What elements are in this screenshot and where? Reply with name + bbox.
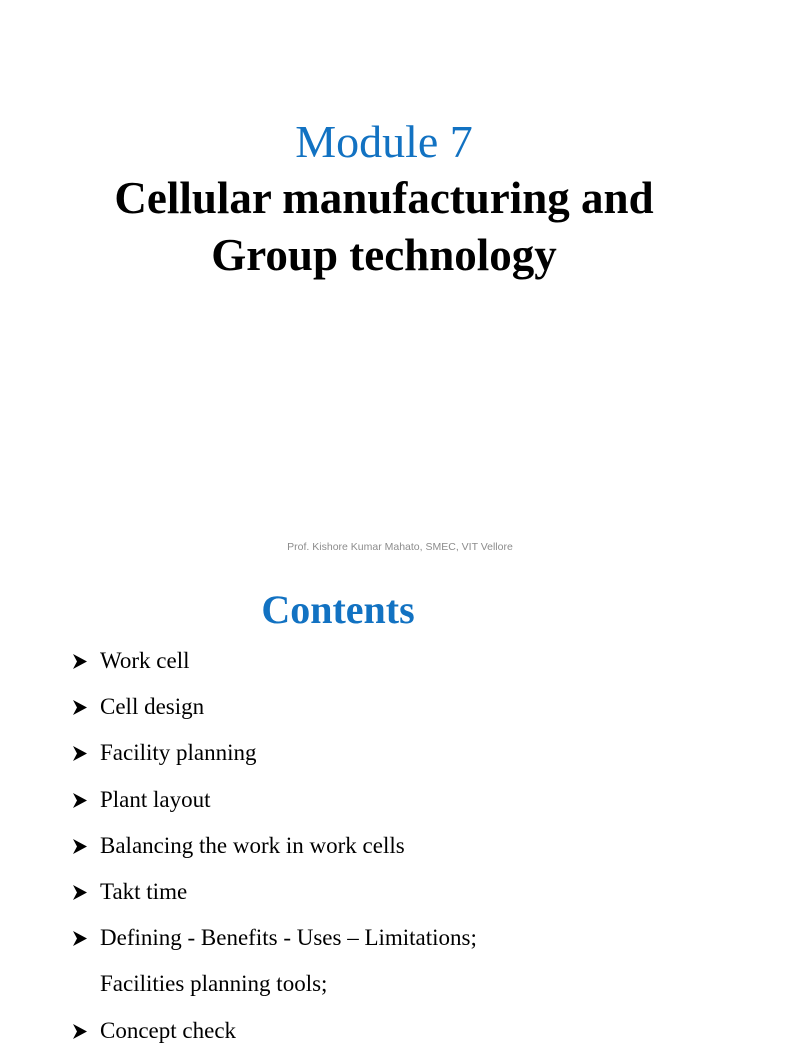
- contents-item: [72, 783, 477, 829]
- contents-item-label: Balancing the work in work cells: [100, 832, 405, 858]
- arrowhead-bullet-icon: [72, 736, 100, 762]
- arrowhead-bullet-icon: [72, 690, 100, 716]
- contents-slide: [0, 570, 768, 1043]
- contents-item: [72, 644, 477, 690]
- arrowhead-bullet-icon: [72, 921, 100, 947]
- arrowhead-bullet-icon: [72, 783, 100, 809]
- contents-item-label: Facilities planning tools;: [100, 971, 328, 997]
- contents-item: [72, 921, 477, 967]
- contents-list: [72, 644, 477, 1060]
- slide-footer: Prof. Kishore Kumar Mahato, SMEC, VIT Vellore: [287, 541, 513, 553]
- contents-item-label: Defining - Benefits - Uses – Limitations;: [100, 925, 477, 951]
- arrowhead-bullet-icon: [72, 875, 100, 901]
- contents-item: [72, 1014, 477, 1060]
- contents-item: [72, 690, 477, 736]
- arrowhead-bullet-icon: [72, 644, 100, 670]
- contents-item: [72, 736, 477, 782]
- contents-item-continuation: [72, 967, 477, 1013]
- arrowhead-bullet-icon: [72, 829, 100, 855]
- slide-title-line-1: Cellular manufacturing and: [114, 173, 654, 223]
- contents-item-label: Concept check: [100, 1017, 237, 1043]
- module-number: Module 7: [295, 116, 473, 167]
- slide-title: [0, 170, 768, 284]
- contents-heading: Contents: [261, 587, 415, 632]
- slide-title-line-2: Group technology: [211, 230, 557, 280]
- contents-item-label: Facility planning: [100, 740, 257, 766]
- contents-item: [72, 875, 477, 921]
- contents-item-label: Cell design: [100, 694, 205, 720]
- contents-item: [72, 829, 477, 875]
- contents-item-label: Takt time: [100, 878, 188, 904]
- contents-item-label: Work cell: [100, 648, 190, 673]
- arrowhead-bullet-icon: [72, 1014, 100, 1040]
- contents-item-label: Plant layout: [100, 786, 211, 812]
